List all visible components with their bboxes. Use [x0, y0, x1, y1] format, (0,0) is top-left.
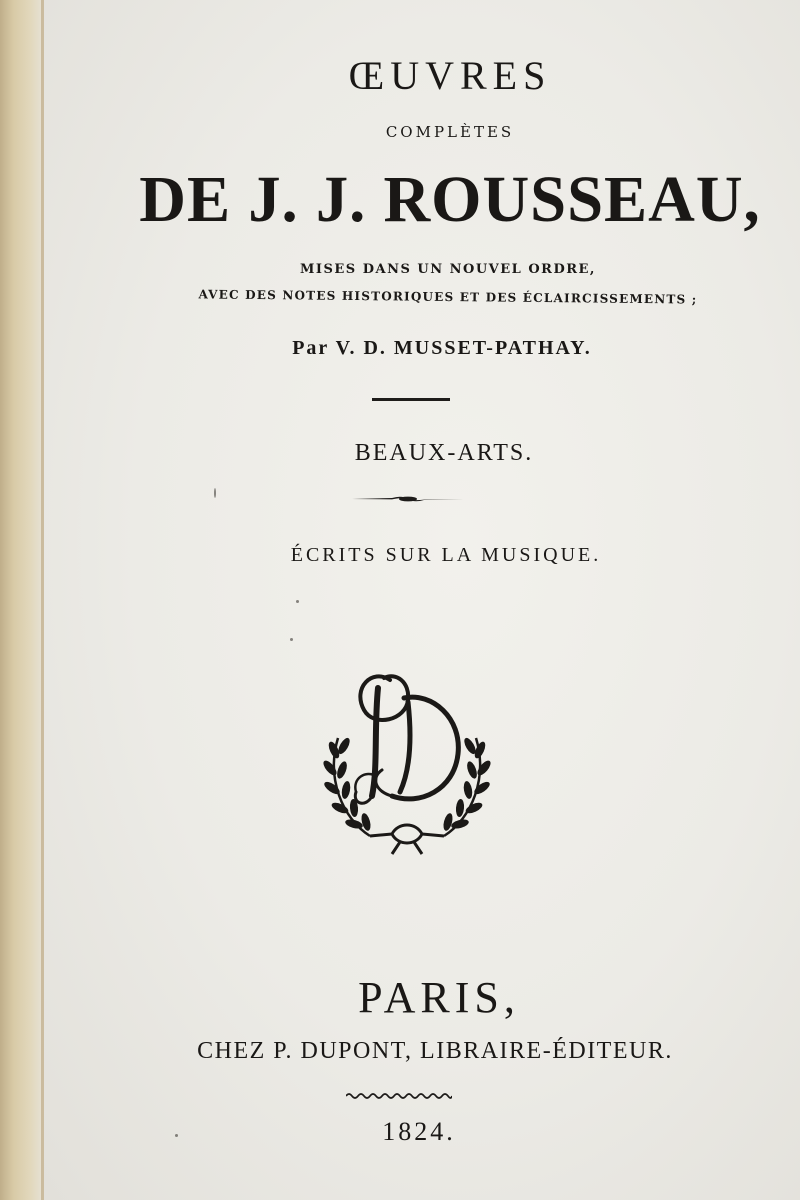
- subsection-title: ÉCRITS SUR LA MUSIQUE.: [290, 544, 602, 566]
- subtitle-line-2: AVEC DES NOTES HISTORIQUES ET DES ÉCLAIRCISSEMENTS ;: [198, 287, 698, 307]
- paper-speck: [290, 638, 293, 641]
- monogram-wreath-icon: [312, 658, 502, 858]
- author-name: DE J. J. ROUSSEAU,: [139, 163, 761, 236]
- editor-credit: Par V. D. MUSSET-PATHAY.: [292, 337, 592, 359]
- title-oeuvres: ŒUVRES: [348, 53, 552, 98]
- short-rule: [372, 398, 450, 401]
- title-completes: COMPLÈTES: [385, 123, 515, 141]
- imprint-year: 1824.: [382, 1117, 456, 1146]
- rule-ornament-icon: [352, 494, 464, 504]
- paper-speck: [175, 1134, 178, 1137]
- page-edge: [0, 0, 44, 1200]
- imprint-publisher: CHEZ P. DUPONT, LIBRAIRE-ÉDITEUR.: [197, 1038, 673, 1064]
- wavy-divider-icon: [346, 1092, 452, 1100]
- paper-speck: [296, 600, 299, 603]
- subtitle-line-1: MISES DANS UN NOUVEL ORDRE,: [300, 262, 596, 277]
- paper-speck: [214, 488, 216, 498]
- imprint-city: PARIS,: [358, 973, 520, 1022]
- section-title: BEAUX-ARTS.: [354, 440, 534, 466]
